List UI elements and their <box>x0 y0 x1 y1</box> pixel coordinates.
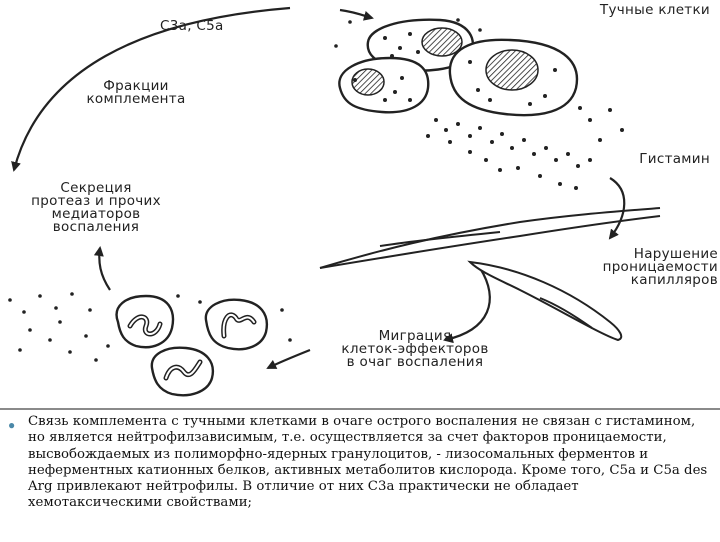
mast-cells-label: Тучные клетки <box>599 2 710 18</box>
neutrophil-1 <box>117 296 173 347</box>
neutrophil-2 <box>206 300 267 350</box>
migration-label: Миграция клеток-эффекторов в очаг воспаления <box>341 328 489 370</box>
arrow-to-mast-cells <box>340 10 372 18</box>
neutrophil-3 <box>152 348 213 396</box>
arrow-neutrophils-up <box>99 248 110 290</box>
c3a-c5a-label: C3a, C5a <box>160 18 224 34</box>
mast-cell-3 <box>450 40 577 115</box>
caption-text: Связь комплемента с тучными клетками в очаге острого воспаления не связан с гистамином, но является нейтрофилзависимым, т.е. осуществляется за счет факторов проницаемости, высвобождаемых из полиморфно-ядерных гранулоцитов, - лизосомальных ферментов и неферментных катионных белков, активных метаболитов кислорода. Кроме того, C5a и C5a des Arg привлекают нейтрофилы. В отличие от них C3a практически не обладает хемотаксическими свойствами; <box>28 414 708 511</box>
caption-panel <box>0 408 720 542</box>
mast-cell-2 <box>339 58 428 112</box>
secretion-label: Секреция протеаз и прочих медиаторов воспаления <box>31 180 161 235</box>
permeability-label: Нарушение проницаемости капилляров <box>602 246 718 288</box>
bullet-icon: ● <box>8 418 16 432</box>
histamine-label: Гистамин <box>639 151 710 167</box>
arrow-histamine-down <box>610 178 624 238</box>
complement-fractions-label: Фракции комплемента <box>86 78 186 107</box>
